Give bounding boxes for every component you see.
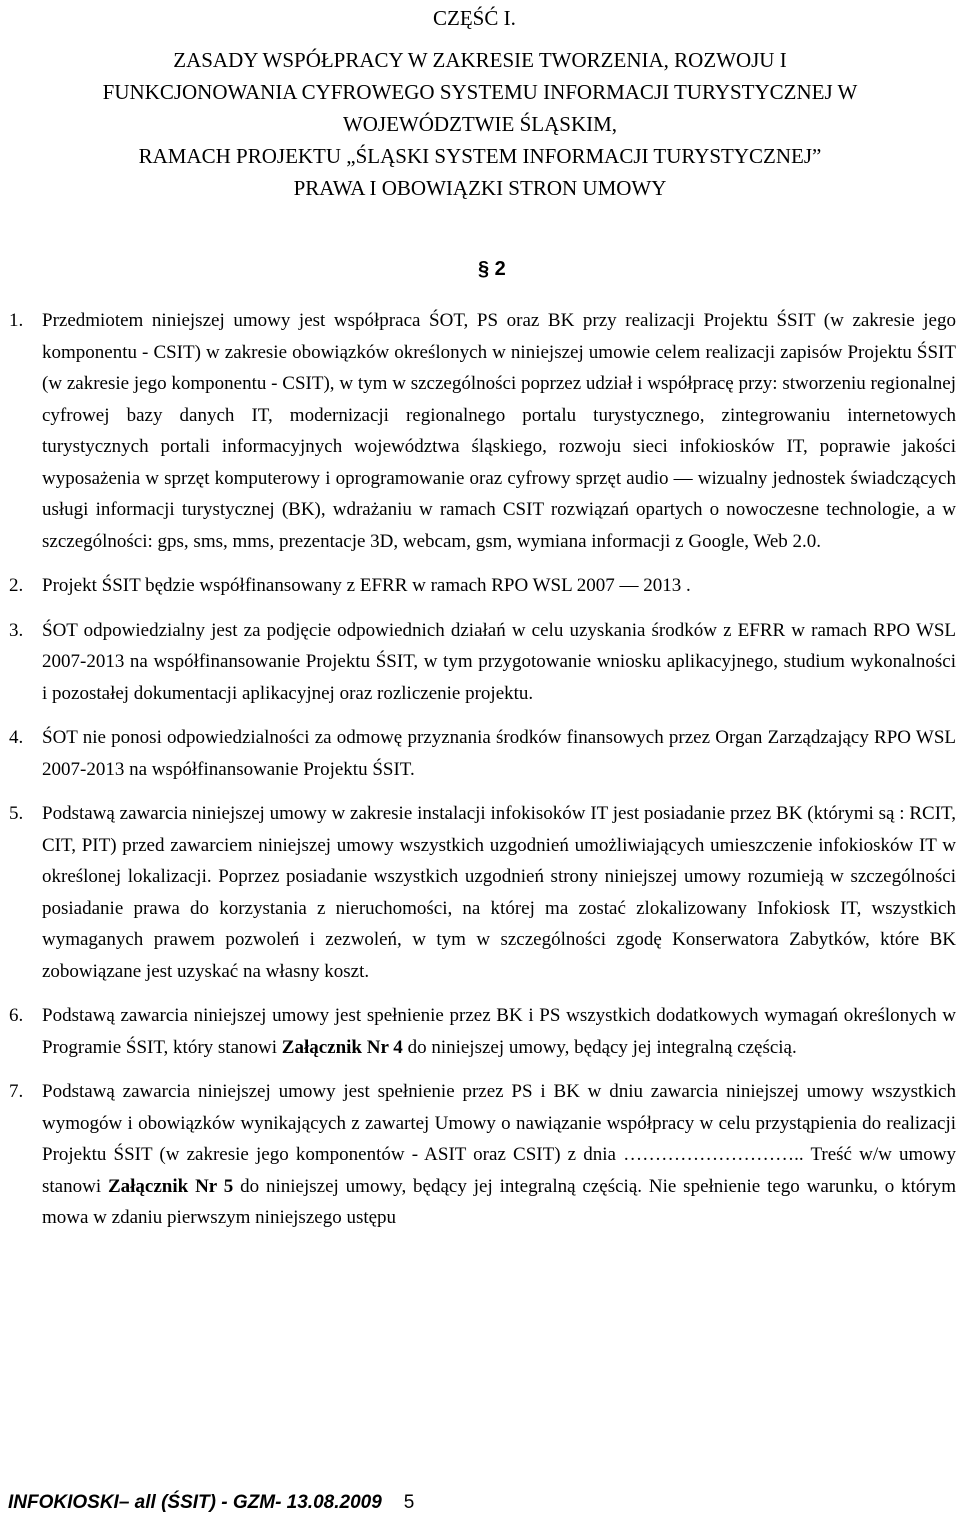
clause-text: ŚOT odpowiedzialny jest za podjęcie odpowiednich działań w celu uzyskania środków z EFRR w ramach RPO WSL 2007-2013 na współfinansowanie Projektu ŚSIT, w tym przygotowanie wniosku aplikacyjnego, studium wykonalności i pozostałej dokumentacji aplikacyjnej oraz rozliczenie projektu. — [42, 619, 956, 704]
title-line-3: WOJEWÓDZTWIE ŚLĄSKIM, — [342, 112, 618, 136]
clause-text — [42, 1076, 956, 1234]
clause-item — [0, 722, 960, 785]
clause-item — [0, 1076, 960, 1234]
clause-item — [0, 1000, 960, 1063]
attachment-reference: Załącznik Nr 5 — [107, 1175, 234, 1197]
clause-item — [0, 615, 960, 710]
page-footer — [8, 1492, 414, 1514]
clause-number: 2. — [9, 575, 24, 596]
clause-text — [42, 1000, 956, 1063]
clause-number: 1. — [9, 310, 24, 331]
part-label: CZĘŚĆ I. — [433, 6, 516, 30]
clause-list — [0, 305, 960, 1247]
clause-text: ŚOT nie ponosi odpowiedzialności za odmowę przyznania środków finansowych przez Organ Zarządzający RPO WSL 2007-2013 na współfinansowanie Projektu ŚSIT. — [42, 727, 956, 780]
clause-number: 6. — [9, 1005, 24, 1026]
clause-item — [0, 570, 960, 602]
clause-item — [0, 305, 960, 557]
title-line-4: RAMACH PROJEKTU „ŚLĄSKI SYSTEM INFORMACJI TURYSTYCZNEJ” — [138, 144, 822, 168]
clause-text-part: do niniejszej umowy, będący jej integralną częścią. Nie spełnienie tego warunku, o którym mowa w zdaniu pierwszym niniejszego ustępu — [42, 1175, 956, 1228]
clause-number: 7. — [9, 1081, 24, 1102]
title-line-1: ZASADY WSPÓŁPRACY W ZAKRESIE TWORZENIA, ROZWOJU I — [173, 48, 787, 72]
clause-text: Podstawą zawarcia niniejszej umowy w zakresie instalacji infokisoków IT jest posiadanie przez BK (którymi są : RCIT, CIT, PIT) przed zawarciem niniejszej umowy wszystkich uzgodnień umożliwiających umieszczenie infokiosków IT w określonej lokalizacji. Poprzez posiadanie wszystkich uzgodnień strony niniejszej umowy rozumieją w szczególności posiadanie prawa do korzystania z nieruchomości, na której ma zostać zlokalizowany Infokiosk IT, wszystkich wymaganych prawem pozwoleń i zezwoleń, w tym w szczególności zgodę Konserwatora Zabytków, które BK zobowiązane jest uzyskać na własny koszt. — [42, 803, 956, 982]
clause-text-part: Podstawą zawarcia niniejszej umowy jest spełnienie przez BK i PS wszystkich dodatkowych wymagań określonych w Programie ŚSIT, który stanowi — [42, 1005, 956, 1058]
clause-number: 5. — [9, 803, 24, 824]
title-line-2: FUNKCJONOWANIA CYFROWEGO SYSTEMU INFORMACJI TURYSTYCZNEJ W — [102, 80, 858, 104]
clause-text-part: do niniejszej umowy, będący jej integralną częścią. — [402, 1036, 797, 1058]
clause-text-part: Podstawą zawarcia niniejszej umowy jest spełnienie przez PS i BK w dniu zawarcia niniejszej umowy wszystkich wymogów i obowiązków wynikających z zawartej Umowy o nawiązanie współpracy w celu przystąpienia do realizacji Projektu ŚSIT (w zakresie jego komponentów - ASIT oraz CSIT) z dnia ……………………….. Treść w/w umowy stanowi — [42, 1081, 956, 1197]
clause-text: Przedmiotem niniejszej umowy jest współpraca ŚOT, PS oraz BK przy realizacji Projektu ŚSIT (w zakresie jego komponentu - CSIT) w zakresie obowiązków określonych w niniejszej umowie celem realizacji zapisów Projektu ŚSIT (w zakresie jego komponentu - CSIT), w tym w szczególności poprzez udział i współpracę przy: stworzeniu regionalnej cyfrowej bazy danych IT, modernizacji regionalnego portalu turystycznego, zintegrowaniu internetowych turystycznych portali informacyjnych województwa śląskiego, rozwoju sieci infokiosków IT, poprawie jakości wyposażenia w sprzęt komputerowy i oprogramowanie oraz cyfrowy sprzęt audio — wizualny jednostek świadczących usługi informacji turystycznej (BK), wdrażaniu w ramach CSIT rozwiązań opartych o nowoczesne technologie, a w szczególności: gps, sms, mms, prezentacje 3D, webcam, gsm, wymiana informacji z Google, Web 2.0. — [42, 310, 956, 552]
clause-number: 4. — [9, 727, 24, 748]
clause-text: Projekt ŚSIT będzie współfinansowany z EFRR w ramach RPO WSL 2007 — 2013 . — [42, 575, 691, 596]
section-mark: § 2 — [478, 258, 506, 280]
title-line-5: PRAWA I OBOWIĄZKI STRON UMOWY — [293, 176, 667, 200]
page-number: 5 — [403, 1492, 415, 1513]
footer-title: INFOKIOSKI– all (ŚSIT) - GZM- 13.08.2009 — [8, 1492, 382, 1513]
attachment-reference: Załącznik Nr 4 — [281, 1036, 403, 1058]
clause-item — [0, 798, 960, 987]
clause-number: 3. — [9, 619, 24, 641]
